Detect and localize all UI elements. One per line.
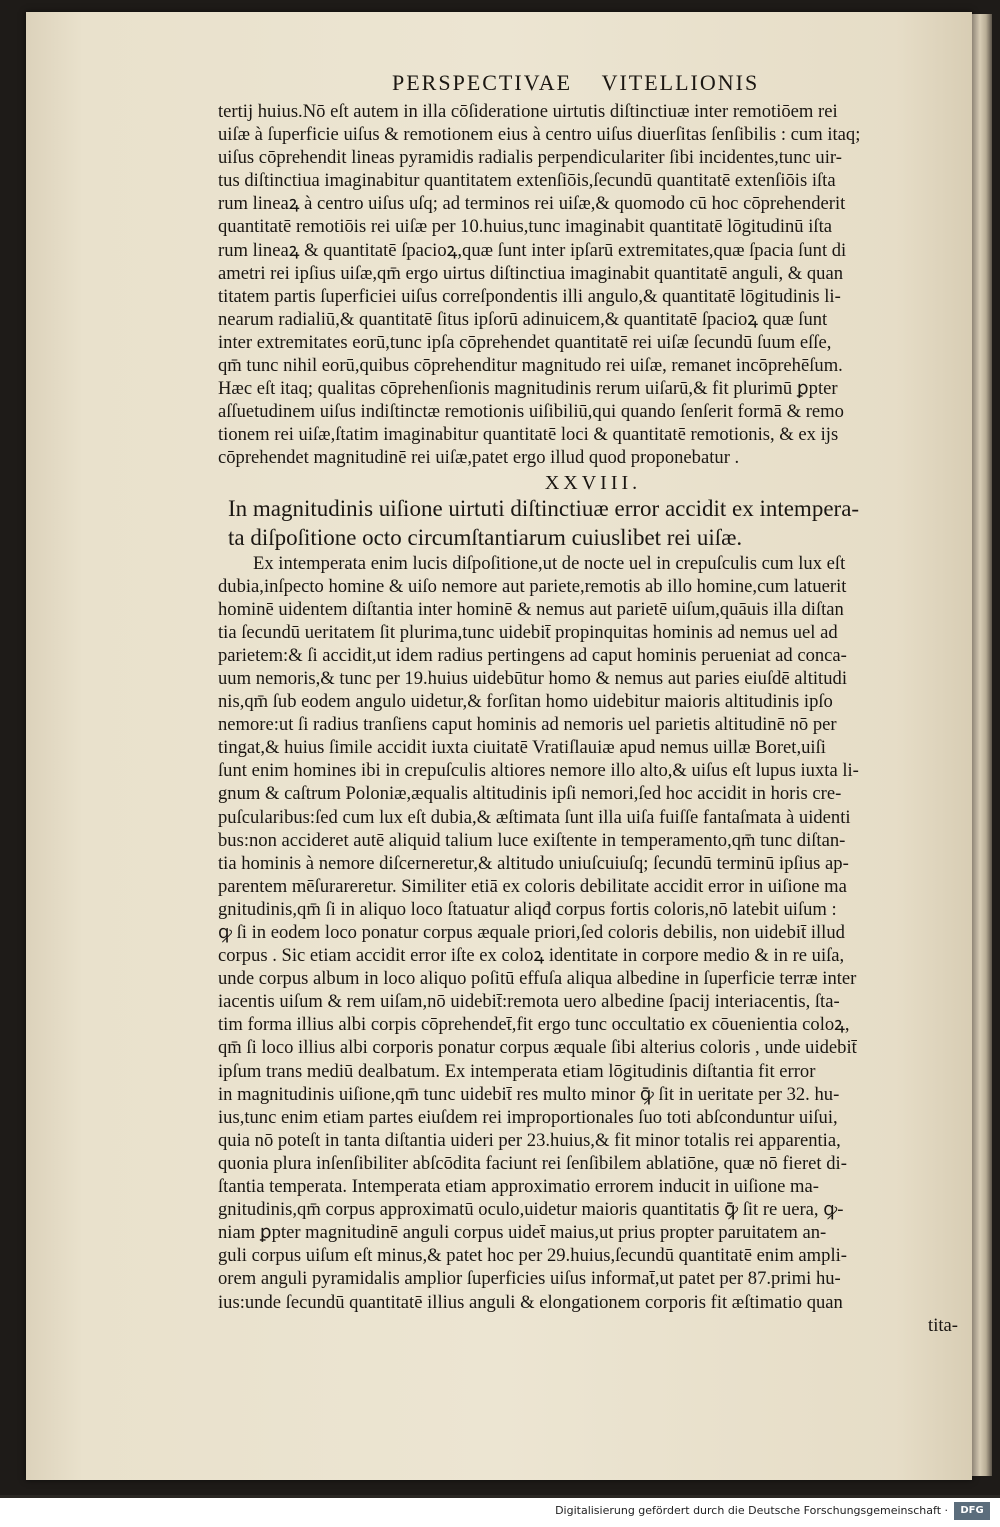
- text-line: in magnitudinis uiſione,qm̄ tunc uidebit̄ res multo minor ꝙ̄ ſit in ueritate per 32. hu-: [218, 1083, 840, 1105]
- text-line: gnitudinis,qm̄ ſi in aliquo loco ſtatuatur aliqđ corpus fortis coloris,nō latebit uiſum :: [218, 898, 837, 920]
- text-line: tionem rei uiſæ,ſtatim imaginabitur quantitatē loci & quantitatē remotionis, & ex ijs: [218, 424, 839, 446]
- text-line: iacentis uiſum & rem uiſam,nō uidebit̄:remota uero albedine ſpacij interiacentis, ſta-: [218, 991, 840, 1013]
- text-line: ipſum trans mediū dealbatum. Ex intemperata etiam lōgitudinis diſtantia fit error: [218, 1060, 816, 1082]
- text-line: quantitatē remotiōis rei uiſæ per 10.huius,tunc imaginabit quantitatē lōgitudinū iſta: [218, 216, 832, 238]
- catchword: tita-: [928, 1314, 958, 1336]
- text-line: qm̄ ſi loco illius albi corporis ponatur corpus æquale ſibi alterius coloris , unde uidebit̄: [218, 1037, 857, 1059]
- text-line: Hæc eſt itaq; qualitas cōprehenſionis magnitudinis rerum uiſarū,& fit plurimū ꝑpter: [218, 378, 838, 400]
- text-line: nis,qm̄ ſub eodem angulo uidetur,& forſitan homo uidebitur maioris altitudinis ipſo: [218, 691, 833, 713]
- text-line: quia nō poteſt in tanta diſtantia uideri per 23.huius,& fit minor totalis rei apparentia,: [218, 1129, 841, 1151]
- text-line: tia hominis à nemore diſcerneretur,& altitudo uniuſcuiuſq; ſecundū terminū ipſius ap-: [218, 852, 849, 874]
- text-line: uiſæ à ſuperficie uiſus & remotionem eius à centro uiſus diuerſitas ſenſibilis : cum itaq;: [218, 124, 861, 146]
- text-line: cōprehendet magnitudinē rei uiſæ,patet ergo illud quod proponebatur .: [218, 447, 740, 469]
- text-line: parietem:& ſi accidit,ut idem radius pertingens ad caput hominis perueniat ad conca-: [218, 644, 847, 666]
- text-line: ſtantia temperata. Intemperata etiam approximatio errorem inducit in uiſione ma-: [218, 1176, 819, 1198]
- text-line: dubia,inſpecto homine & uiſo nemore aut pariete,remotis ab illo homine,cum latuerit: [218, 575, 847, 597]
- text-line: hominē uidentem diſtantia inter hominē & nemus aut parietē uiſum,quāuis illa diſtan: [218, 598, 844, 620]
- text-line: tus diſtinctiua imaginabitur quantitatem extenſiōis,ſecundū quantitatē extenſiōis iſta: [218, 170, 836, 192]
- text-line: ſunt enim homines ibi in crepuſculis altiores nemore illo alto,& uiſus eſt lupus iuxta li-: [218, 760, 859, 782]
- text-line: quonia plura inſenſibiliter abſcōdita faciunt rei ſenſibilem ablatiōne, quæ nō fieret di-: [218, 1152, 847, 1174]
- text-line: orem anguli pyramidalis amplior ſuperficies uiſus informat̄,ut patet per 87.primi hu-: [218, 1268, 841, 1290]
- text-line: uiſus cōprehendit lineas pyramidis radialis perpendiculariter ſibi incidentes,tunc uir-: [218, 147, 842, 169]
- text-line: rum lineaꝝ & quantitatē ſpacioꝝ,quæ ſunt inter ipſarū extremitates,quæ ſpacia ſunt di: [218, 239, 847, 261]
- text-line: tingat,& huius ſimile accidit iuxta ciuitatē Vratiſlauiæ apud nemus uillæ Boret,uiſi: [218, 737, 826, 759]
- text-line: ius,tunc enim etiam partes eiuſdem rei improportionales ſuo toti abſconduntur uiſui,: [218, 1106, 838, 1128]
- text-line: inter extremitates eorū,tunc ipſa cōprehendet quantitatē rei uiſæ ſecundū ſuum eſſe,: [218, 331, 832, 353]
- proposition-line: In magnitudinis uiſione uirtuti diſtinctiuæ error accidit ex intempera-: [228, 495, 860, 521]
- header-left: PERSPECTIVAE: [392, 70, 573, 95]
- text-line: uum nemoris,& tunc per 19.huius uidebūtur homo & nemus aut paries eiuſdē altitudi: [218, 667, 847, 689]
- text-line: unde corpus album in loco aliquo poſitū effuſa aliqua albedine in ſuperficie terræ inter: [218, 968, 857, 990]
- text-line: nearum radialiū,& quantitatē ſitus ipſorū adinuicem,& quantitatē ſpacioꝝ quæ ſunt: [218, 308, 828, 330]
- text-line: corpus . Sic etiam accidit error iſte ex coloꝝ identitate in corpore medio & in re uiſa,: [218, 945, 845, 967]
- chapter-number: XXVIII.: [544, 471, 642, 494]
- text-line: ius:unde ſecundū quantitatē illius anguli & elongationem corporis fit æſtimatio quan: [218, 1291, 843, 1313]
- text-line: tia ſecundū ueritatem ſit plurima,tunc uidebit̄ propinquitas hominis ad nemus uel ad: [218, 621, 838, 643]
- text-line: rum lineaꝝ à centro uiſus uſq; ad terminos rei uiſæ,& quomodo cū hoc cōprehenderit: [218, 193, 846, 215]
- text-line: bus:non accideret autē aliquid talium luce exiſtente in temperamento,qm̄ tunc diſtan-: [218, 829, 846, 851]
- text-line: nemore:ut ſi radius tranſiens caput hominis ad nemoris uel parietis altitudinē nō per: [218, 714, 837, 736]
- text-line: gnum & caſtrum Poloniæ,æqualis altitudinis ipſi nemori,ſed hoc accidit in horis cre-: [218, 783, 842, 805]
- text-line: aſſuetudinem uiſus indiſtinctæ remotionis uiſibiliū,qui quando ſenſerit formā & remo: [218, 401, 844, 423]
- text-line: tim forma illius albi corpis cōprehendet̄,fit ergo tunc occultatio ex cōuenientia coloꝝ,: [218, 1014, 850, 1036]
- page-edge: [972, 14, 992, 1476]
- text-line: Ex intemperata enim lucis diſpoſitione,ut de nocte uel in crepuſculis cum lux eſt: [253, 552, 846, 574]
- text-line: ametri rei ipſius uiſæ,qm̄ ergo uirtus diſtinctiua imaginabit quantitatē anguli, & quan: [218, 262, 844, 284]
- text-line: puſcularibus:ſed cum lux eſt dubia,& æſtimata ſunt illa uiſa fuiſſe fantaſmata à uidenti: [218, 806, 851, 828]
- text-line: niam ꝑpter magnitudinē anguli corpus uidet̄ maius,ut prius propter paruitatem an-: [218, 1222, 827, 1244]
- text-line: guli corpus uiſum eſt minus,& patet hoc per 29.huius,ſecundū quantitatē enim ampli-: [218, 1245, 847, 1267]
- text-line: ꝙ ſi in eodem loco ponatur corpus æquale priori,ſed coloris debilis, non uidebit̄ illud: [218, 922, 845, 943]
- header-right: VITELLIONIS: [601, 70, 760, 95]
- page-body: [218, 100, 958, 1337]
- text-line: gnitudinis,qm̄ corpus approximatū oculo,uidetur maioris quantitatis ꝙ̄ ſit re uera, ꝙ-: [218, 1199, 844, 1221]
- text-line: qm̄ tunc nihil eorū,quibus cōprehenditur magnitudo rei uiſæ, remanet incōprehēſum.: [218, 355, 843, 377]
- footer-credit: Digitalisierung gefördert durch die Deutsche Forschungsgemeinschaft ·: [555, 1504, 948, 1517]
- proposition-line: ta diſpoſitione octo circumſtantiarum cuiuslibet rei uiſæ.: [228, 524, 743, 550]
- text-line: parentem mēſurareretur. Similiter etiā ex coloris debilitate accidit error in uiſione ma: [218, 875, 847, 897]
- text-line: tertij huius.Nō eſt autem in illa cōſideratione uirtutis diſtinctiuæ inter remotiōem rei: [218, 101, 838, 122]
- running-header: [392, 70, 792, 96]
- text-line: titatem partis ſuperficiei uiſus correſpondentis illi angulo,& quantitatē lōgitudinis li-: [218, 285, 841, 307]
- footer-bar: [0, 1498, 1000, 1527]
- dfg-logo: DFG: [954, 1502, 990, 1520]
